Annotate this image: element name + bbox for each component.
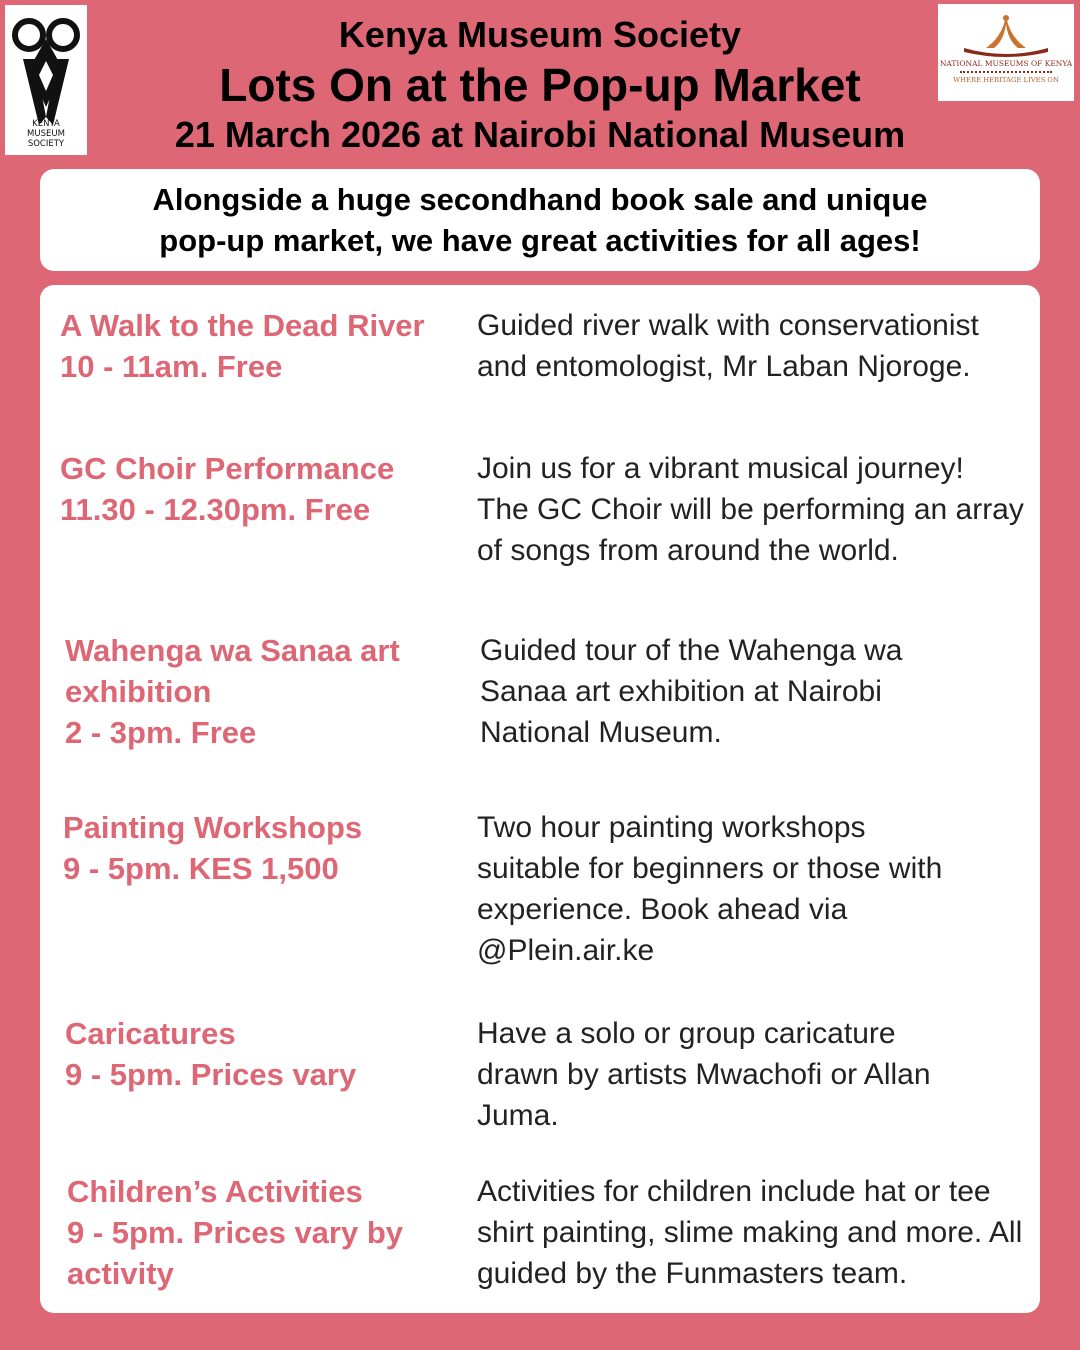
description-line: experience. Book ahead via (477, 893, 848, 926)
activity-description (477, 448, 1024, 571)
kenya-museum-society-emblem-icon (5, 9, 87, 129)
event-date-location: 21 March 2026 at Nairobi National Museum (174, 114, 906, 155)
description-line: Juma. (477, 1099, 559, 1132)
organization-name: Kenya Museum Society (338, 14, 742, 55)
description-line: guided by the Funmasters team. (477, 1257, 908, 1290)
description-line: Two hour painting workshops (477, 811, 866, 844)
instagram-handle[interactable]: @Plein.air.ke (477, 934, 655, 967)
activity-description (477, 1171, 1022, 1294)
nmk-tagline: WHERE HERITAGE LIVES ON (953, 76, 1059, 84)
activity-time-price: 2 - 3pm. Free (65, 715, 257, 750)
activity-title-line: GC Choir Performance (60, 451, 395, 486)
activity-title (63, 807, 362, 889)
activities-panel (40, 285, 1040, 1313)
activity-title (67, 1171, 403, 1294)
description-line: drawn by artists Mwachofi or Allan (477, 1058, 931, 1091)
activity-title-line: Painting Workshops (63, 810, 363, 845)
activity-time-price: 10 - 11am. Free (60, 349, 283, 384)
description-line: Join us for a vibrant musical journey! (477, 452, 964, 485)
intro-line: pop-up market, we have great activities for all ages! (159, 223, 921, 258)
activity-description (480, 630, 903, 753)
description-line: Sanaa art exhibition at Nairobi (480, 675, 882, 708)
activity-time-price: 9 - 5pm. Prices vary by (67, 1215, 404, 1250)
intro-line: Alongside a huge secondhand book sale and unique (152, 182, 928, 217)
description-line: National Museum. (480, 716, 722, 749)
activity-title-line: exhibition (65, 674, 212, 709)
activity-title (60, 448, 394, 530)
activity-time-price: 9 - 5pm. Prices vary (65, 1057, 357, 1092)
activity-title-line: Wahenga wa Sanaa art (65, 633, 400, 668)
description-line: The GC Choir will be performing an array (477, 493, 1024, 526)
activity-description (477, 1013, 931, 1136)
description-line: suitable for beginners or those with (477, 852, 943, 885)
activity-title-line: A Walk to the Dead River (60, 308, 425, 343)
description-line: of songs from around the world. (477, 534, 899, 567)
activity-title (65, 630, 400, 753)
nmk-name: NATIONAL MUSEUMS OF KENYA (939, 59, 1073, 68)
description-line: Activities for children include hat or tee (477, 1175, 991, 1208)
description-line: Guided tour of the Wahenga wa (480, 634, 903, 667)
page-title: Lots On at the Pop-up Market (219, 59, 861, 111)
activity-time-price: 11.30 - 12.30pm. Free (60, 492, 371, 527)
activity-title (65, 1013, 356, 1095)
activity-title (60, 305, 425, 387)
kenya-museum-society-logo (5, 5, 87, 155)
activity-title-line: Children’s Activities (67, 1174, 363, 1209)
description-line: Guided river walk with conservationist (477, 309, 979, 342)
description-line: Have a solo or group caricature (477, 1017, 896, 1050)
activity-description (477, 305, 979, 387)
kenya-museum-society-logo-text: KENYA MUSEUM SOCIETY (27, 119, 65, 149)
activity-title-line: Caricatures (65, 1016, 236, 1051)
description-line: and entomologist, Mr Laban Njoroge. (477, 350, 971, 383)
description-line: shirt painting, slime making and more. All (477, 1216, 1023, 1249)
page-header (100, 12, 980, 158)
activity-description (477, 807, 942, 971)
activity-time-price: activity (67, 1256, 174, 1291)
activity-time-price: 9 - 5pm. KES 1,500 (63, 851, 339, 886)
intro-card (40, 169, 1040, 271)
